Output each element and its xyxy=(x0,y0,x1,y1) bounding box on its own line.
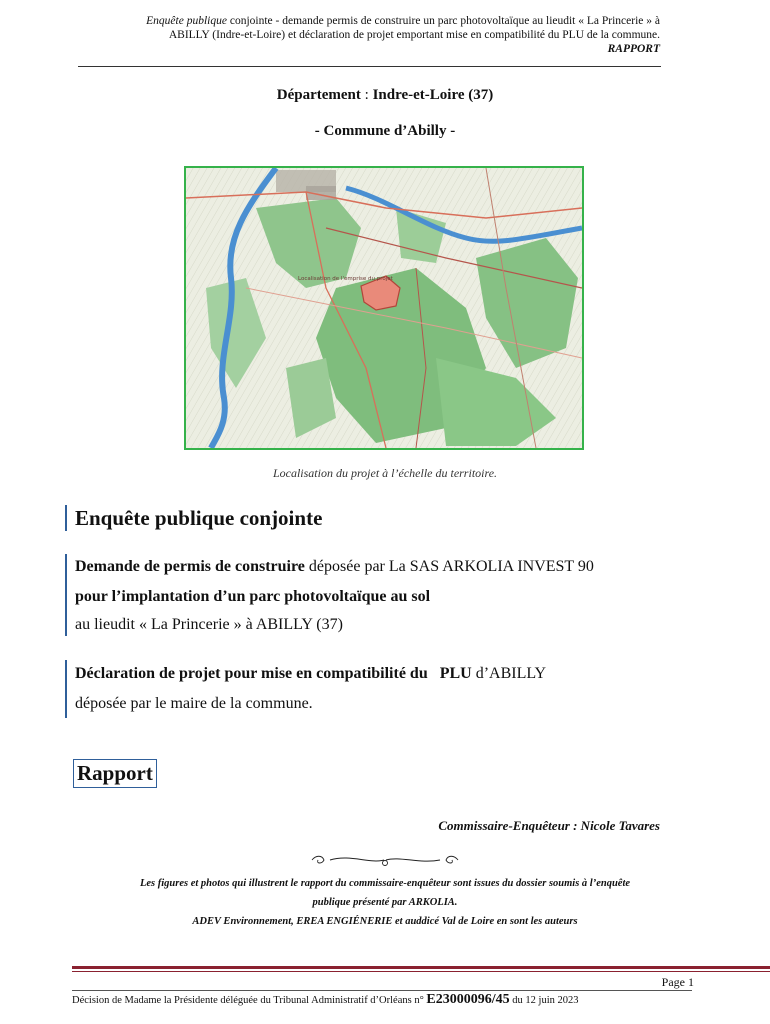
departement-separator: : xyxy=(360,87,373,103)
declaration-line-1 xyxy=(75,665,660,683)
decision-prefix: Décision de Madame la Présidente déléguée du Tribunal Administratif d’Orléans n° xyxy=(72,995,427,1006)
footer-rule-bottom xyxy=(72,990,692,991)
map-caption: Localisation du projet à l’échelle du territoire. xyxy=(272,466,498,480)
declaration-accent-bar xyxy=(65,660,67,718)
permis-line-3: au lieudit « La Princerie » à ABILLY (37) xyxy=(75,616,343,633)
ornament-divider-icon xyxy=(310,852,460,868)
departement-value: Indre-et-Loire (37) xyxy=(372,87,494,103)
permis-rest: déposée par La SAS ARKOLIA INVEST 90 xyxy=(304,558,594,575)
map-project-label: Localisation de l'emprise du projet xyxy=(298,276,393,282)
permis-line-1 xyxy=(75,558,594,576)
declaration-line-2: déposée par le maire de la commune. xyxy=(75,695,313,712)
note-line-2: publique présenté par ARKOLIA. xyxy=(312,897,458,908)
page-number: Page 1 xyxy=(661,975,694,989)
footer-rule-thin xyxy=(72,971,770,972)
header-line-2: ABILLY (Indre-et-Loire) et déclaration de projet emportant mise en compatibilité du PLU de la commune. xyxy=(168,29,660,41)
declaration-bold: Déclaration de projet pour mise en compatibilité du xyxy=(75,665,428,682)
header-italic: Enquête publique xyxy=(146,15,227,27)
page-title: Enquête publique conjointe xyxy=(75,506,323,530)
note-line-3: ADEV Environnement, EREA ENGIÉNERIE et auddicé Val de Loire en sont les auteurs xyxy=(192,916,578,927)
decision-suffix: du 12 juin 2023 xyxy=(509,995,579,1006)
permis-accent-bar xyxy=(65,554,67,636)
header-line-1-rest: conjointe - demande permis de construire un parc photovoltaïque au lieudit « La Princerie » à xyxy=(226,15,660,27)
header-rapport: RAPPORT xyxy=(607,43,660,55)
commissaire-line: Commissaire-Enquêteur : Nicole Tavares xyxy=(438,818,660,833)
title-accent-bar xyxy=(65,505,67,531)
departement-line xyxy=(0,87,770,104)
header-line-1 xyxy=(146,14,660,28)
header-rule xyxy=(78,66,661,67)
footer-rule-thick xyxy=(72,966,770,969)
commune-line: - Commune d’Abilly - xyxy=(314,123,456,139)
decision-line xyxy=(72,992,579,1008)
location-map xyxy=(184,166,584,450)
note-line-1: Les figures et photos qui illustrent le rapport du commissaire-enquêteur sont issues du dossier soumis à l’enquête xyxy=(139,878,631,889)
decision-number: E23000096/45 xyxy=(426,992,510,1007)
permis-line-2: pour l’implantation d’un parc photovoltaïque au sol xyxy=(75,588,431,605)
declaration-plu: PLU xyxy=(439,665,472,682)
departement-label: Département xyxy=(276,87,361,103)
topographic-map-image xyxy=(186,168,582,448)
rapport-heading: Rapport xyxy=(73,759,157,788)
declaration-rest: d’ABILLY xyxy=(471,665,547,682)
permis-bold: Demande de permis de construire xyxy=(75,558,305,575)
